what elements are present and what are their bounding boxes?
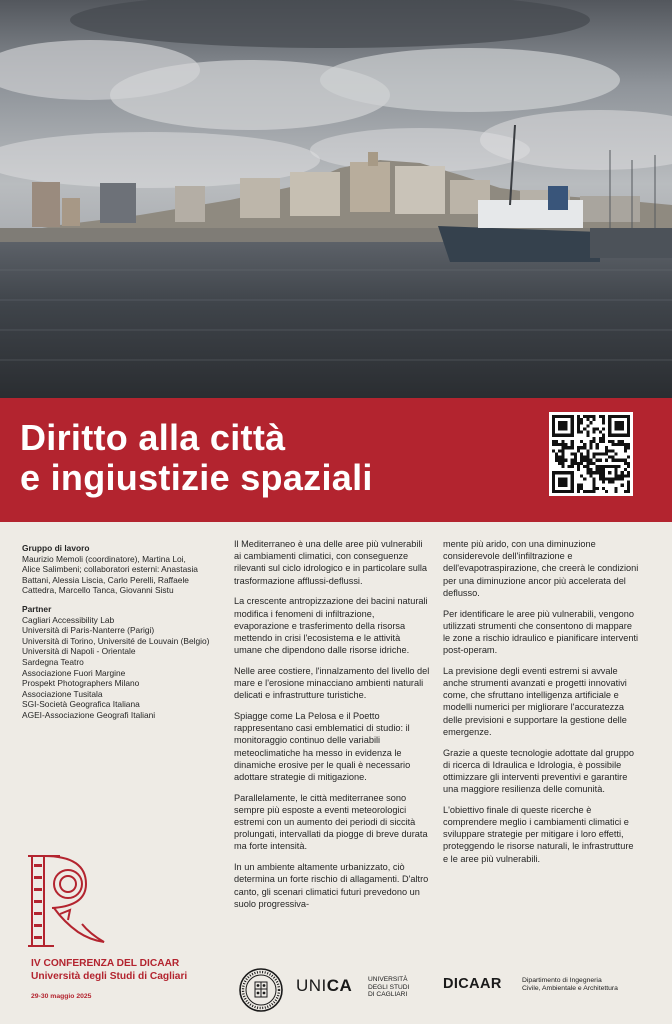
dicaar-logo: DICAAR: [443, 976, 502, 992]
title-band: [0, 398, 672, 522]
body-paragraph: La previsione degli eventi estremi si avvale anche strumenti avanzati e progetti innovativi come, che sfruttano intelligenza artificiale e modelli numerici per migliorare l'accuratezza delle previsioni e supportare la gestione delle emergenze.: [443, 665, 627, 737]
group-heading: Gruppo di lavoro: [22, 543, 90, 553]
unica-logo: [296, 976, 352, 996]
body-paragraph: Grazie a queste tecnologie adottate dal gruppo di ricerca di Idraulica e Idrologia, è possibile ottimizzare gli interventi preventivi e garantire una maggiore resilienza delle comunità.: [443, 747, 635, 795]
partner-item: Università di Torino, Université de Louvain (Belgio): [22, 635, 210, 646]
title-line-2: e ingiustizie spaziali: [20, 457, 373, 498]
qr-code-icon[interactable]: [549, 412, 633, 496]
partner-item: Associazione Fuori Margine: [22, 667, 126, 678]
body-column-2: [234, 538, 430, 918]
conference-block: [31, 958, 187, 983]
partner-item: Prospekt Photographers Milano: [22, 678, 140, 689]
partner-list: [22, 615, 222, 721]
partner-heading: Partner: [22, 603, 52, 614]
univ-line: DI CAGLIARI: [368, 991, 408, 999]
title-line-1: Diritto alla città: [20, 417, 286, 458]
dept-line: Dipartimento di Ingegneria: [522, 977, 602, 984]
group-line: Battani, Alessia Liscia, Carlo Perelli, Raffaele: [22, 574, 189, 585]
body-paragraph: Parallelamente, le città mediterranee sono sempre più esposte a eventi meteorologici estremi con un aumento dei periodi di siccità prolungati, intervallati da piogge di breve durata ma forte intensità.: [234, 792, 428, 852]
group-line: Maurizio Memoli (coordinatore), Martina Loi,: [22, 553, 186, 564]
body-paragraph: mente più arido, con una diminuzione considerevole dell'infiltrazione e dell'evapotraspirazione, che creerà le condizioni per una diminuzione ancor più accelerata del deflusso.: [443, 539, 639, 598]
partner-item: Cagliari Accessibility Lab: [22, 614, 115, 625]
university-seal-icon: [238, 967, 284, 1013]
body-paragraph: L'obiettivo finale di queste ricerche è comprendere meglio i cambiamenti climatici e sviluppare strategie per mitigare i loro effetti, proteggendo le risorse naturali, le infrastrutture e le aree più vulnerabili.: [443, 804, 634, 864]
conference-r-logo-icon: [24, 850, 110, 950]
body-paragraph: La crescente antropizzazione dei bacini naturali modifica i fenomeni di infiltrazione, evaporazione e trasferimento della risorsa mettendo in crisi l'ecosistema e le attività umane che dipendono dalle risorse idriche.: [234, 596, 428, 656]
body-paragraph: Nelle aree costiere, l'innalzamento del livello del mare e l'erosione minacciano ambienti naturali delicati e infrastrutture turistiche.: [234, 665, 430, 701]
partner-item: SGI-Società Geografica Italiana: [22, 699, 140, 710]
poster-title: [20, 418, 373, 498]
group-members: [22, 554, 222, 596]
body-column-3: [443, 538, 639, 873]
department-name: [522, 977, 618, 993]
partner-item: AGEI-Associazione Geografi Italiani: [22, 709, 156, 720]
body-paragraph: Il Mediterraneo è una delle aree più vulnerabili ai cambiamenti climatici, con conseguenze rilevanti sul ciclo idrologico e in particolare sulla trasformazione afflussi-deflussi.: [234, 539, 428, 586]
credits-column: [22, 543, 222, 721]
unica-logo-part2: CA: [326, 976, 353, 995]
body-paragraph: Per identificare le aree più vulnerabili, vengono utilizzati strumenti che consentono di mappare le zone a rischio idraulico e pianificare interventi post-operam.: [443, 608, 639, 656]
partner-item: Associazione Tusitala: [22, 688, 103, 699]
univ-line: UNIVERSITÀ: [368, 976, 408, 983]
cagliari-harbour-photo: [0, 0, 672, 398]
unica-logo-part1: UNI: [296, 976, 327, 995]
dept-line: Civile, Ambientale e Architettura: [522, 985, 618, 993]
body-paragraph: In un ambiente altamente urbanizzato, ciò determina un forte rischio di allagamenti. D'altro canto, gli scenari climatici futuri prevedono un suolo progressiva-: [234, 862, 429, 909]
body-paragraph: Spiagge come La Pelosa e il Poetto rappresentano casi emblematici di studio: il monitoraggio continuo delle variabili meteoclimatiche ha messo in evidenza le dinamiche erosive per le quali è necessario adottare strategie di mitigazione.: [234, 710, 411, 782]
partner-item: Sardegna Teatro: [22, 656, 84, 667]
group-line: Cattedra, Marcello Tanca, Giovanni Sistu: [22, 585, 174, 596]
partner-item: Università di Paris-Nanterre (Parigi): [22, 625, 155, 636]
conference-name: IV CONFERENZA DEL DICAAR: [31, 958, 180, 969]
university-wordmark: [368, 976, 409, 999]
university-name: Università degli Studi di Cagliari: [31, 970, 188, 982]
partner-item: Università di Napoli - Orientale: [22, 646, 136, 657]
univ-line: DEGLI STUDI: [368, 983, 410, 991]
conference-dates: 29-30 maggio 2025: [31, 993, 92, 1000]
group-line: Alice Salimbeni; collaboratori esterni: Anastasia: [22, 564, 198, 575]
